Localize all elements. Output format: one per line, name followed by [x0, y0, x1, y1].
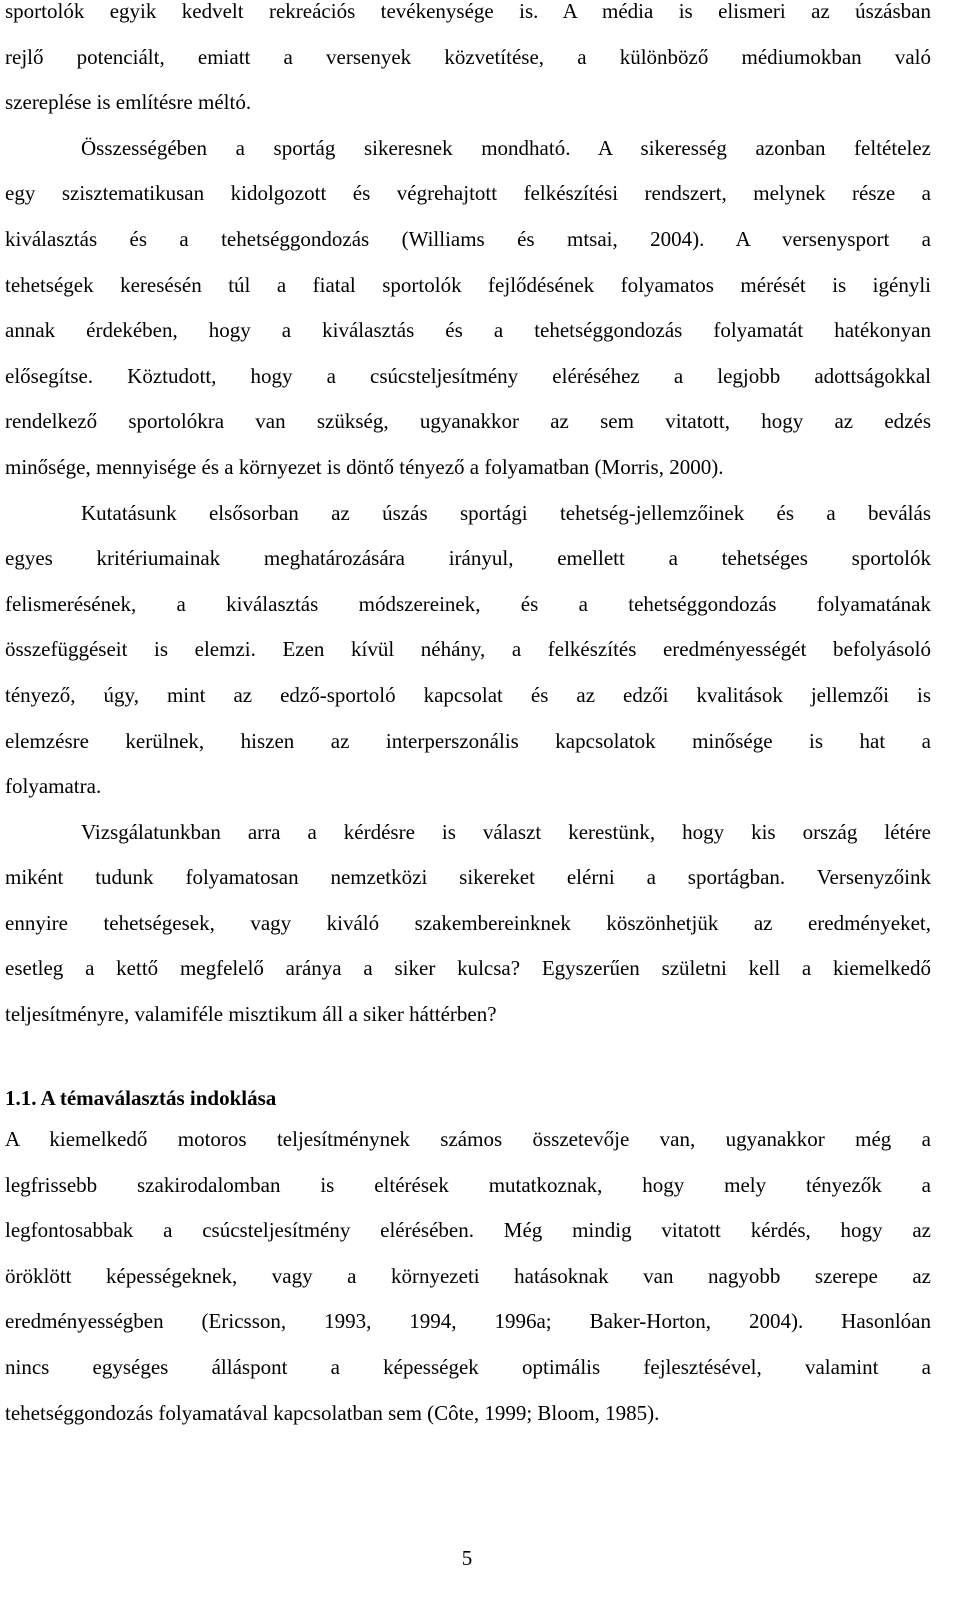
paragraph-first-line: Összességében a sportág sikeresnek mondható. A sikeresség azonban feltételez [81, 135, 931, 160]
text-line: nincs egységes álláspont a képességek optimális fejlesztésével, valamint a [5, 1354, 931, 1379]
text-line: tehetséggondozás folyamatával kapcsolatban sem (Côte, 1999; Bloom, 1985). [5, 1400, 660, 1425]
text-line: öröklött képességeknek, vagy a környezeti hatásoknak van nagyobb szerepe az [5, 1263, 931, 1288]
section-heading: 1.1. A témaválasztás indoklása [5, 1086, 277, 1110]
page-number: 5 [461, 1546, 473, 1570]
text-line: eredményességben (Ericsson, 1993, 1994, 1996a; Baker-Horton, 2004). Hasonlóan [5, 1309, 931, 1334]
text-line: kiválasztás és a tehetséggondozás (Williams és mtsai, 2004). A versenysport a [5, 226, 931, 251]
text-line: legfrissebb szakirodalomban is eltérések mutatkoznak, hogy mely tényezők a [5, 1172, 931, 1197]
text-line: elősegítse. Köztudott, hogy a csúcsteljesítmény eléréséhez a legjobb adottságokkal [5, 363, 931, 388]
text-line: szereplése is említésre méltó. [5, 90, 252, 115]
text-line: miként tudunk folyamatosan nemzetközi sikereket elérni a sportágban. Versenyzőink [5, 865, 931, 890]
text-line: esetleg a kettő megfelelő aránya a siker kulcsa? Egyszerűen születni kell a kiemelkedő [5, 956, 931, 981]
text-line: rendelkező sportolókra van szükség, ugyanakkor az sem vitatott, hogy az edzés [5, 409, 931, 434]
text-line: rejlő potenciált, emiatt a versenyek közvetítése, a különböző médiumokban való [5, 44, 931, 69]
text-line: tényező, úgy, mint az edző-sportoló kapcsolat és az edzői kvalitások jellemzői is [5, 682, 931, 707]
text-line: minősége, mennyisége és a környezet is döntő tényező a folyamatban (Morris, 2000). [5, 454, 724, 479]
text-line: felismerésének, a kiválasztás módszereinek, és a tehetséggondozás folyamatának [5, 591, 931, 616]
text-line: annak érdekében, hogy a kiválasztás és a tehetséggondozás folyamatát hatékonyan [5, 318, 931, 343]
text-line: elemzésre kerülnek, hiszen az interperszonális kapcsolatok minősége is hat a [5, 728, 931, 753]
text-line: egyes kritériumainak meghatározására irányul, emellett a tehetséges sportolók [5, 546, 931, 571]
text-line: folyamatra. [5, 774, 102, 799]
text-line: A kiemelkedő motoros teljesítménynek számos összetevője van, ugyanakkor még a [5, 1127, 931, 1151]
paragraph-first-line: Vizsgálatunkban arra a kérdésre is választ kerestünk, hogy kis ország létére [81, 819, 931, 844]
text-line: legfontosabbak a csúcsteljesítmény elérésében. Még mindig vitatott kérdés, hogy az [5, 1218, 931, 1243]
text-line: teljesítményre, valamiféle misztikum áll a siker háttérben? [5, 1002, 497, 1027]
text-line: tehetségek keresésén túl a fiatal sportolók fejlődésének folyamatos mérését is igényli [5, 272, 931, 297]
text-line: egy szisztematikusan kidolgozott és végrehajtott felkészítési rendszert, melynek része a [5, 181, 931, 206]
text-line: sportolók egyik kedvelt rekreációs tevékenysége is. A média is elismeri az úszásban [5, 0, 931, 23]
body-text-bottom [5, 1117, 931, 1436]
body-text-top [5, 0, 931, 1038]
paragraph-first-line: Kutatásunk elsősorban az úszás sportági tehetség-jellemzőinek és a beválás [81, 500, 931, 525]
text-line: ennyire tehetségesek, vagy kiváló szakembereinknek köszönhetjük az eredményeket, [5, 910, 931, 935]
text-line: összefüggéseit is elemzi. Ezen kívül néhány, a felkészítés eredményességét befolyásoló [5, 637, 931, 662]
